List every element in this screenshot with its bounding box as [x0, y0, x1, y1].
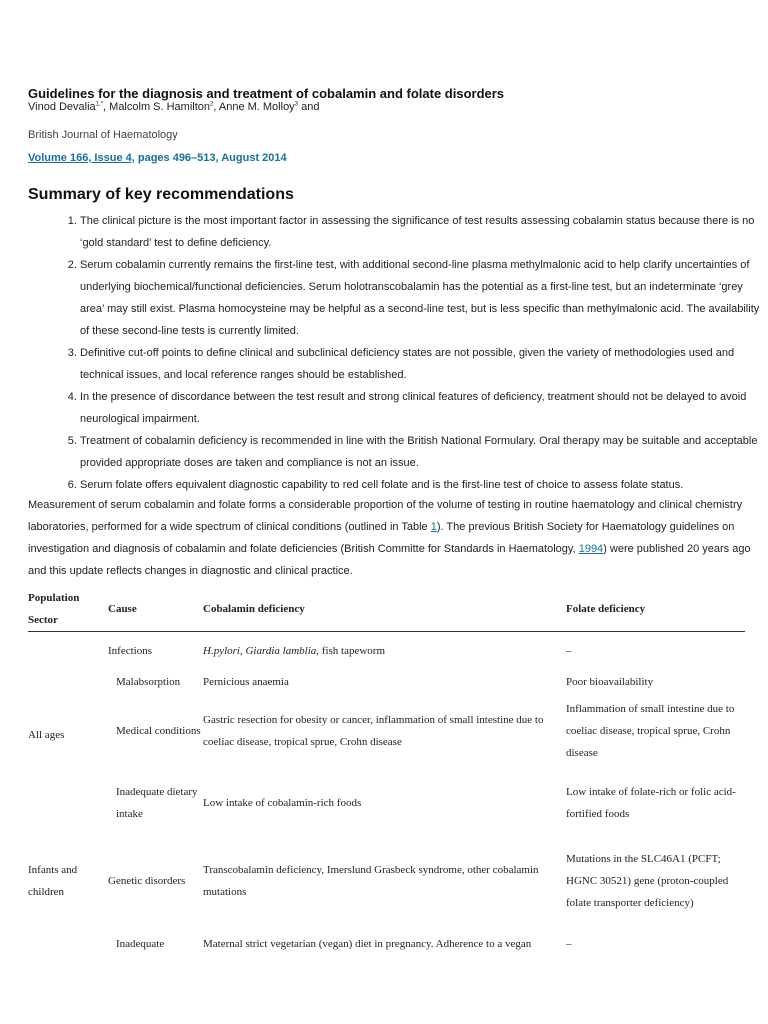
intro-text: ). The previous British Society for Haematology guidelines on investigation and diagnosis of cobalamin and folate deficiencies (British Committe for Standards in Haematology, — [28, 521, 735, 555]
cell-cause: Medical conditions — [116, 724, 201, 737]
recommendation-item — [80, 342, 768, 386]
recommendation-item — [80, 386, 768, 430]
page-range: pages 496–513, — [134, 152, 219, 164]
recommendation-item — [80, 210, 768, 254]
author-name[interactable]: Vinod Devalia — [28, 101, 96, 113]
causes-table — [28, 587, 745, 964]
recommendation-item — [80, 430, 768, 474]
intro-text: Measurement of serum cobalamin and folate forms a considerable proportion of the volume of testing in routine haematology and clinical chemistry laboratories, performed for a wide spectrum of clinical conditions (outlined in Table — [28, 499, 743, 533]
recommendation-item — [80, 474, 768, 496]
cell-sector — [28, 924, 108, 964]
volume-issue-link[interactable]: Volume 166, Issue 4, — [28, 152, 135, 164]
intro-text: ) were published 20 years ago and this update reflects changes in diagnostic and clinical practice. — [28, 543, 751, 577]
recommendation-text: Definitive cut-off points to define clinical and subclinical deficiency states are not possible, given the variety of methodologies used and technical issues, and local reference ranges should be established. — [80, 347, 735, 381]
author-affiliation: 2 — [210, 101, 214, 108]
cell-cobalamin: Transcobalamin deficiency, Imerslund Grasbeck syndrome, other cobalamin mutations — [203, 863, 539, 898]
cell-folate: Inflammation of small intestine due to coeliac disease, tropical sprue, Crohn disease — [566, 702, 735, 759]
author-affiliation: 3 — [294, 101, 299, 108]
author-separator: , — [103, 101, 110, 113]
author-list — [28, 101, 319, 113]
header-population-sector: Population Sector — [28, 592, 80, 626]
cell-folate: Poor bioavailability — [566, 675, 654, 688]
citation-year-link[interactable]: 1994 — [578, 543, 604, 555]
header-cobalamin: Cobalamin deficiency — [203, 603, 305, 615]
author-name[interactable]: Anne M. Molloy — [218, 101, 295, 113]
author-separator: and — [298, 101, 320, 113]
header-folate: Folate deficiency — [566, 603, 646, 615]
author-name[interactable]: Malcolm S. Hamilton — [109, 101, 211, 113]
table-header-row — [28, 587, 745, 632]
author-affiliation: 1,* — [95, 101, 104, 108]
cell-folate: – — [566, 937, 572, 950]
cause-text: Infections — [108, 644, 152, 657]
sector-label: All ages — [28, 728, 65, 741]
organism-name: Giardia lamblia — [245, 644, 317, 657]
table-row — [28, 694, 745, 768]
publication-date: August 2014 — [218, 152, 287, 164]
cell-cause: Inadequate dietary intake — [116, 785, 198, 820]
table-reference-link[interactable]: 1 — [430, 521, 437, 533]
cell-cobalamin — [203, 632, 566, 670]
recommendation-text: Serum folate offers equivalent diagnostic capability to red cell folate and is the first-line test of choice to assess folate status. — [80, 479, 684, 491]
journal-name: British Journal of Haematology — [28, 129, 178, 141]
header-cause: Cause — [108, 603, 137, 615]
author-separator: , — [213, 101, 219, 113]
cell-folate: – — [566, 644, 572, 657]
cell-folate: Low intake of folate-rich or folic acid-fortified foods — [566, 785, 736, 820]
cell-cause: Inadequate — [116, 937, 165, 950]
cell-sector — [28, 632, 108, 838]
intro-paragraph — [28, 494, 768, 582]
table-row — [28, 670, 745, 694]
recommendation-text: In the presence of discordance between the test result and strong clinical features of deficiency, treatment should not be delayed to avoid neurological impairment. — [80, 391, 747, 425]
citation-line — [28, 152, 287, 164]
cell-cobalamin: Low intake of cobalamin-rich foods — [203, 796, 362, 809]
cell-cobalamin: Gastric resection for obesity or cancer, inflammation of small intestine due to coeliac disease, tropical sprue, Crohn disease — [203, 713, 544, 748]
recommendation-item — [80, 254, 768, 342]
cell-sector: Infants and children — [28, 863, 78, 898]
cell-text: , fish tapeworm — [316, 644, 386, 657]
recommendations-list — [28, 210, 768, 496]
recommendation-text: Treatment of cobalamin deficiency is recommended in line with the British National Formulary. Oral therapy may be suitable and acceptable provided appropriate doses are taken and compliance is not an issue. — [80, 435, 758, 469]
cell-cobalamin: Maternal strict vegetarian (vegan) diet in pregnancy. Adherence to a vegan — [203, 937, 532, 950]
summary-heading: Summary of key recommendations — [28, 186, 294, 203]
cell-folate: Mutations in the SLC46A1 (PCFT; HGNC 30521) gene (proton-coupled folate transporter deficiency) — [566, 852, 729, 909]
recommendation-text: The clinical picture is the most important factor in assessing the significance of test results assessing cobalamin status because there is no ‘gold standard’ test to define deficiency. — [80, 215, 755, 249]
recommendation-text: Serum cobalamin currently remains the first-line test, with additional second-line plasma methylmalonic acid to help clarify uncertainties of underlying biochemical/functional deficiencies. Serum holotranscobalamin has the potential as a first-line test, but an indeterminate ‘grey area’ may still exist. Plasma homocysteine may be helpful as a second-line test, but is less specific than methylmalonic acid. The availability of these second-line tests is currently limited. — [80, 259, 760, 337]
table-row — [28, 632, 745, 670]
table-row — [28, 924, 745, 964]
cell-cause — [108, 632, 203, 670]
cell-cause: Malabsorption — [116, 675, 181, 688]
table-row — [28, 768, 745, 838]
cell-cobalamin: Pernicious anaemia — [203, 675, 289, 688]
article-title: Guidelines for the diagnosis and treatment of cobalamin and folate disorders — [28, 86, 505, 101]
organism-name: H.pylori — [203, 644, 240, 657]
cell-text: , — [239, 644, 246, 657]
table-row — [28, 838, 745, 924]
cell-cause: Genetic disorders — [108, 874, 186, 887]
